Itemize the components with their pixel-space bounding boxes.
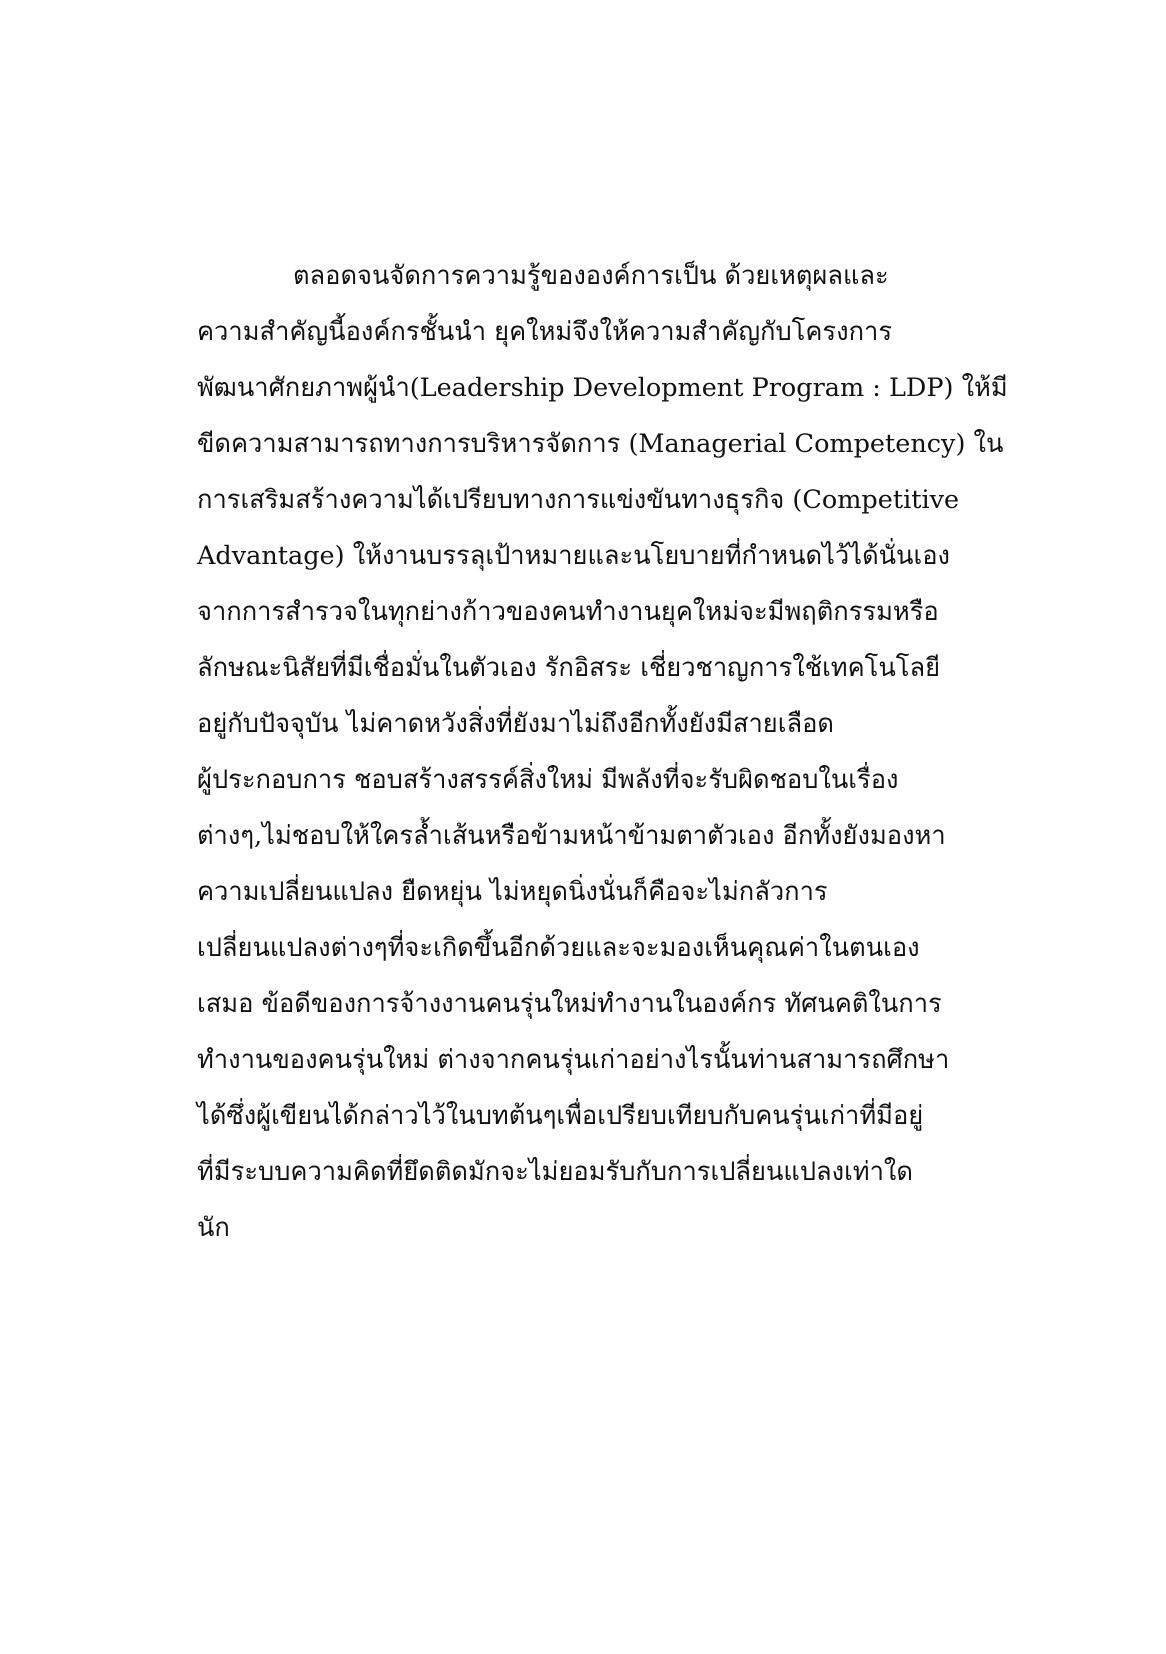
- paragraph-line: ความสำคัญนี้องค์กรชั้นนำ ยุคใหม่จึงให้ความสำคัญกับโครงการ: [197, 317, 893, 347]
- paragraph-line: พัฒนาศักยภาพผู้นำ(Leadership Development Program : LDP) ให้มี: [197, 373, 1008, 403]
- paragraph-line: เสมอ ข้อดีของการจ้างงานคนรุ่นใหม่ทำงานในองค์กร ทัศนคติในการ: [197, 989, 942, 1019]
- paragraph-line: ตลอดจนจัดการความรู้ขององค์การเป็น ด้วยเหตุผลและ: [293, 261, 889, 291]
- paragraph-line: การเสริมสร้างความได้เปรียบทางการแข่งขันทางธุรกิจ (Competitive: [197, 485, 960, 515]
- paragraph-line: ได้ซึ่งผู้เขียนได้กล่าวไว้ในบทต้นๆเพื่อเปรียบเทียบกับคนรุ่นเก่าที่มีอยู่: [197, 1101, 924, 1131]
- paragraph-line: ต่างๆ,ไม่ชอบให้ใครล้ำเส้นหรือข้ามหน้าข้ามตาตัวเอง อีกทั้งยังมองหา: [197, 821, 946, 851]
- paragraph-line: นัก: [197, 1213, 230, 1243]
- paragraph-line: ขีดความสามารถทางการบริหารจัดการ (Managerial Competency) ใน: [197, 429, 1004, 459]
- paragraph-line: ที่มีระบบความคิดที่ยึดติดมักจะไม่ยอมรับกับการเปลี่ยนแปลงเท่าใด: [197, 1157, 913, 1187]
- paragraph-line: เปลี่ยนแปลงต่างๆที่จะเกิดขึ้นอีกด้วยและจะมองเห็นคุณค่าในตนเอง: [197, 933, 920, 963]
- paragraph-line: ผู้ประกอบการ ชอบสร้างสรรค์สิ่งใหม่ มีพลังที่จะรับผิดชอบในเรื่อง: [197, 765, 899, 795]
- paragraph-line: Advantage) ให้งานบรรลุเป้าหมายและนโยบายที่กำหนดไว้ได้นั่นเอง: [197, 541, 950, 571]
- paragraph-line: ทำงานของคนรุ่นใหม่ ต่างจากคนรุ่นเก่าอย่างไรนั้นท่านสามารถศึกษา: [197, 1045, 950, 1075]
- paragraph-line: ความเปลี่ยนแปลง ยืดหยุ่น ไม่หยุดนิ่งนั่นก็คือจะไม่กลัวการ: [197, 877, 828, 907]
- paragraph-line: ลักษณะนิสัยที่มีเชื่อมั่นในตัวเอง รักอิสระ เชี่ยวชาญการใช้เทคโนโลยี: [197, 653, 941, 683]
- paragraph-line: จากการสำรวจในทุกย่างก้าวของคนทำงานยุคใหม่จะมีพฤติกรรมหรือ: [197, 597, 939, 627]
- paragraph-line: อยู่กับปัจจุบัน ไม่คาดหวังสิ่งที่ยังมาไม่ถึงอีกทั้งยังมีสายเลือด: [197, 709, 834, 739]
- body-paragraph: [197, 248, 1008, 1256]
